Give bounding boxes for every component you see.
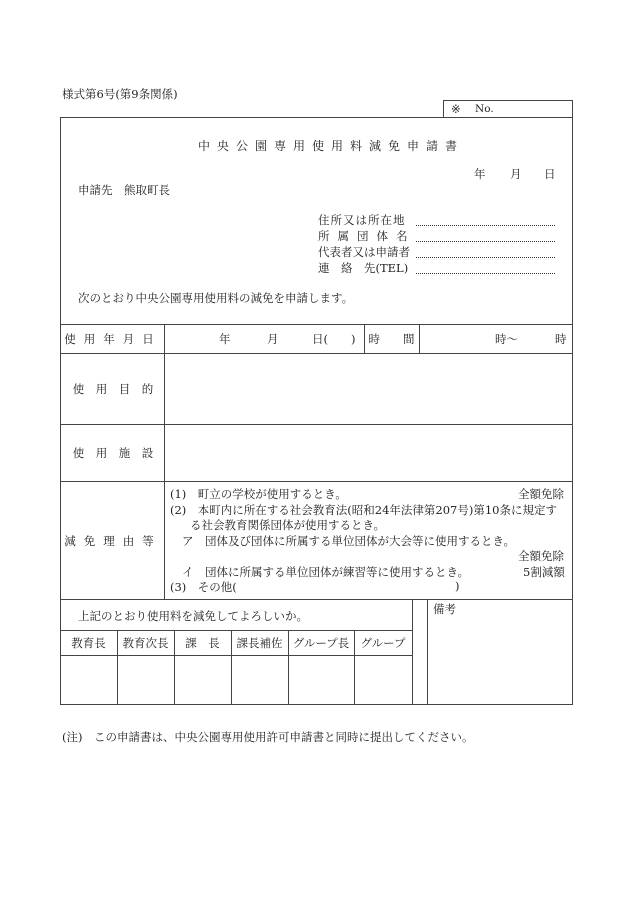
use-date-label: 使用年月日 (64, 332, 162, 346)
contact-line[interactable] (416, 273, 555, 274)
receipt-number-box (443, 100, 573, 118)
representative-label: 代表者又は申請者 (318, 245, 410, 259)
stamp-cell-group-leader[interactable] (289, 656, 354, 704)
reason-2-line2: る社会教育関係団体が使用するとき。 (190, 518, 386, 532)
addressee: 申請先 熊取町長 (78, 183, 170, 197)
position-deputy-superintendent: 教育次長 (122, 636, 169, 650)
use-date-month[interactable]: 月 (267, 332, 279, 346)
reason-1[interactable]: (1) 町立の学校が使用するとき。 (170, 487, 347, 501)
time-to[interactable]: 時 (555, 332, 567, 346)
remarks-field[interactable] (428, 618, 572, 704)
address-label: 住所又は所在地 (318, 213, 406, 227)
position-section-chief: 課 長 (185, 636, 220, 650)
reason-2b-result: 5割減額 (523, 565, 565, 579)
reason-2a-result: 全額免除 (518, 549, 564, 563)
reason-3-close: ) (455, 579, 460, 593)
facility-label: 使 用 施 設 (72, 446, 154, 460)
footnote: (注) この申請書は、中央公園専用使用許可申請書と同時に提出してください。 (62, 730, 474, 744)
stamp-cell-assistant-chief[interactable] (232, 656, 288, 704)
purpose-label: 使 用 目 的 (72, 382, 154, 396)
stamp-cell-deputy-superintendent[interactable] (118, 656, 174, 704)
divider (419, 324, 420, 353)
organization-line[interactable] (416, 241, 555, 242)
reason-2b[interactable]: イ 団体に所属する単位団体が練習等に使用するとき。 (182, 565, 470, 579)
position-group-leader: グループ長 (292, 636, 350, 650)
stamp-cell-superintendent[interactable] (61, 656, 117, 704)
position-assistant-chief: 課長補佐 (236, 636, 283, 650)
divider (412, 599, 413, 705)
use-date-day[interactable]: 日( ) (312, 332, 356, 346)
facility-field[interactable] (165, 425, 572, 481)
date-month-label: 月 (510, 167, 522, 181)
time-from[interactable]: 時～ (495, 332, 518, 346)
reason-2-line1[interactable]: (2) 本町内に所在する社会教育法(昭和24年法律第207号)第10条に規定す (170, 503, 557, 517)
date-day-label: 日 (544, 167, 556, 181)
position-superintendent: 教育長 (71, 636, 106, 650)
stamp-cell-section-chief[interactable] (175, 656, 231, 704)
reason-2a[interactable]: ア 団体及び団体に所属する単位団体が大会等に使用するとき。 (182, 534, 516, 548)
position-group: グループ (360, 636, 406, 650)
approval-statement: 上記のとおり使用料を減免してよろしいか。 (78, 609, 308, 623)
contact-label: 連 絡 先(TEL) (318, 261, 409, 275)
stamp-cell-group[interactable] (355, 656, 412, 704)
reason-label: 減免理由等 (64, 533, 162, 548)
receipt-mark: ※ (451, 102, 461, 116)
reason-1-result: 全額免除 (518, 487, 564, 501)
time-label: 時 間 (368, 332, 415, 346)
receipt-number-label: No. (475, 103, 494, 115)
remarks-label: 備考 (433, 602, 456, 616)
form-title: 中央公園専用使用料減免申請書 (198, 139, 465, 153)
representative-line[interactable] (416, 257, 555, 258)
purpose-field[interactable] (165, 354, 572, 424)
organization-label: 所属団体名 (318, 229, 416, 243)
divider (60, 599, 573, 600)
address-line[interactable] (416, 225, 555, 226)
use-date-year[interactable]: 年 (219, 332, 231, 346)
statement: 次のとおり中央公園専用使用料の減免を申請します。 (78, 291, 354, 305)
date-year-label: 年 (474, 167, 486, 181)
form-number: 様式第6号(第9条関係) (62, 87, 178, 101)
reason-3[interactable]: (3) その他( (170, 580, 237, 594)
